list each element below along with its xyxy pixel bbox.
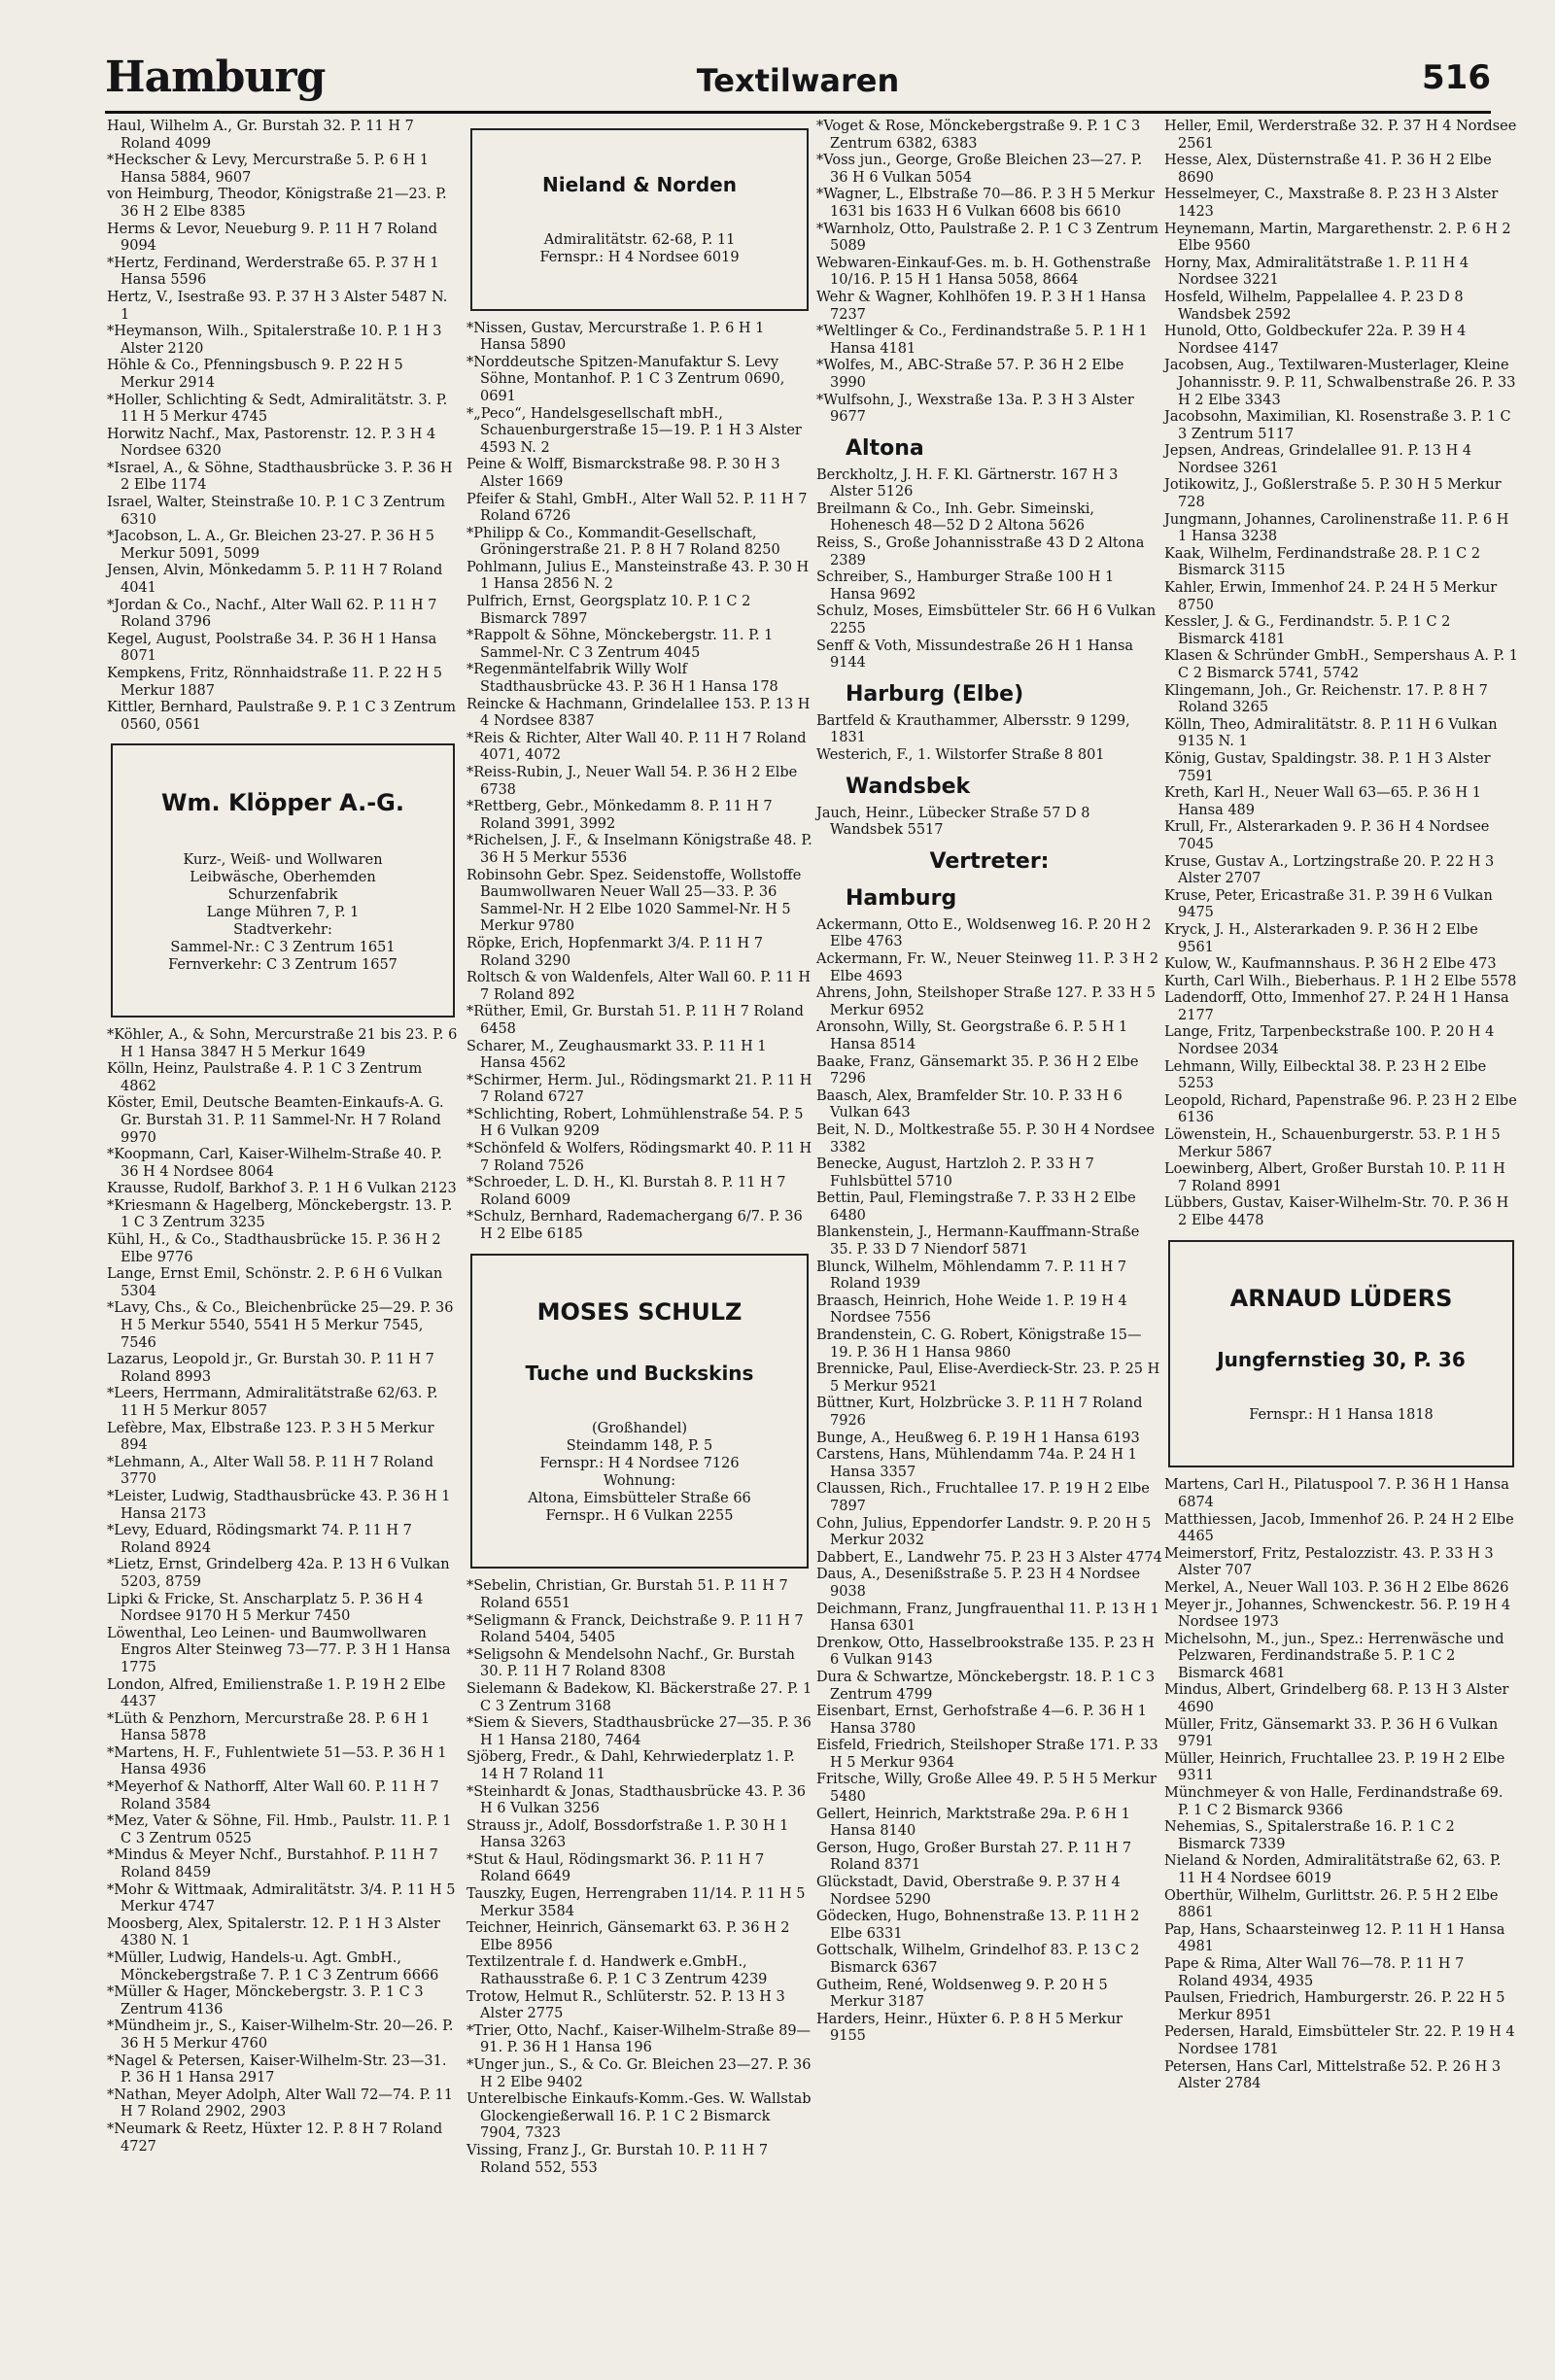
directory-entry: *Kriesmann & Hagelberg, Mönckebergstr. 13. P. 1 C 3 Zentrum 3235	[107, 1197, 457, 1231]
ad-moses-schulz	[470, 1254, 809, 1569]
directory-entry: *Regenmäntelfabrik Willy Wolf Stadthausbrücke 43. P. 36 H 1 Hansa 178	[466, 662, 778, 696]
directory-entry: Merkel, A., Neuer Wall 103. P. 36 H 2 Elbe 8626	[1164, 1579, 1509, 1596]
directory-entry: *Jordan & Co., Nachf., Alter Wall 62. P. 11 H 7 Roland 3796	[107, 597, 442, 631]
directory-entry: Kahler, Erwin, Immenhof 24. P. 24 H 5 Merkur 8750	[1164, 580, 1502, 613]
directory-entry: *Schlichting, Robert, Lohmühlenstraße 54. P. 5 H 6 Vulkan 9209	[466, 1106, 809, 1140]
directory-entry: *Weltlinger & Co., Ferdinandstraße 5. P. 1 H 1 Hansa 4181	[816, 324, 1153, 357]
directory-entry: Kryck, J. H., Alsterarkaden 9. P. 36 H 2 Elbe 9561	[1164, 921, 1483, 955]
directory-entry: Deichmann, Franz, Jungfrauenthal 11. P. 13 H 1 Hansa 6301	[816, 1601, 1164, 1635]
section-harburg: Harburg (Elbe)	[846, 681, 1024, 707]
directory-entry: Kittler, Bernhard, Paulstraße 9. P. 1 C 3 Zentrum 0560, 0561	[107, 700, 461, 733]
directory-entry: Horwitz Nachf., Max, Pastorenstr. 12. P. 3 H 4 Nordsee 6320	[107, 426, 440, 460]
directory-entry: Heynemann, Martin, Margarethenstr. 2. P. 6 H 2 Elbe 9560	[1164, 221, 1516, 255]
directory-entry: *Stut & Haul, Rödingsmarkt 36. P. 11 H 7 Roland 6649	[466, 1851, 769, 1885]
directory-entry: London, Alfred, Emilienstraße 1. P. 19 H 2 Elbe 4437	[107, 1676, 450, 1710]
directory-entry: Matthiessen, Jacob, Immenhof 26. P. 24 H 2 Elbe 4465	[1164, 1511, 1519, 1545]
directory-entry: *Siem & Sievers, Stadthausbrücke 27—35. P. 36 H 1 Hansa 2180, 7464	[466, 1715, 816, 1748]
directory-entry: *Reiss-Rubin, J., Neuer Wall 54. P. 36 H 2 Elbe 6738	[466, 765, 802, 798]
directory-entry: *Wolfes, M., ABC-Straße 57. P. 36 H 2 Elbe 3990	[816, 358, 1128, 391]
directory-entry: Köster, Emil, Deutsche Beamten-Einkaufs-A. G. Gr. Burstah 31. P. 11 Sammel-Nr. H 7 Roland 9970	[107, 1095, 449, 1146]
column-4	[1164, 119, 1523, 2363]
directory-entry: *Mündheim jr., S., Kaiser-Wilhelm-Str. 20—26. P. 36 H 5 Merkur 4760	[107, 2018, 459, 2052]
directory-entry: *Rüther, Emil, Gr. Burstah 51. P. 11 H 7 Roland 6458	[466, 1004, 809, 1037]
directory-entry: Kreth, Karl H., Neuer Wall 63—65. P. 36 H 1 Hansa 489	[1164, 785, 1486, 818]
ad-arnaud-name: ARNAUD LÜDERS	[1229, 1284, 1453, 1312]
directory-entry: Kurth, Carl Wilh., Bieberhaus. P. 1 H 2 Elbe 5578	[1164, 973, 1517, 989]
directory-entry: Dabbert, E., Landwehr 75. P. 23 H 3 Alster 4774	[816, 1549, 1162, 1566]
directory-entry: Müller, Fritz, Gänsemarkt 33. P. 36 H 6 Vulkan 9791	[1164, 1716, 1503, 1750]
ad-kloepper-name: Wm. Klöpper A.-G.	[160, 788, 404, 816]
directory-entry: Lange, Fritz, Tarpenbeckstraße 100. P. 20 H 4 Nordsee 2034	[1164, 1024, 1499, 1058]
directory-entry: *Schroeder, L. D. H., Kl. Burstah 8. P. 11 H 7 Roland 6009	[466, 1175, 791, 1208]
directory-entry: Höhle & Co., Pfenningsbusch 9. P. 22 H 5 Merkur 2914	[107, 358, 408, 391]
directory-entry: Strauss jr., Adolf, Bossdorfstraße 1. P. 30 H 1 Hansa 3263	[466, 1817, 793, 1851]
directory-entry: Loewinberg, Albert, Großer Burstah 10. P. 11 H 7 Roland 8991	[1164, 1161, 1510, 1194]
directory-entry: Nehemias, S., Spitalerstraße 16. P. 1 C 2 Bismarck 7339	[1164, 1819, 1460, 1852]
directory-entry: Brandenstein, C. G. Robert, Königstraße 15—19. P. 36 H 1 Hansa 9860	[816, 1328, 1142, 1361]
directory-entry: Lange, Ernst Emil, Schönstr. 2. P. 6 H 6 Vulkan 5304	[107, 1266, 447, 1299]
directory-entry: Meyer jr., Johannes, Schwenckestr. 56. P. 19 H 4 Nordsee 1973	[1164, 1597, 1515, 1631]
directory-entry: Berckholtz, J. H. F. Kl. Gärtnerstr. 167 H 3 Alster 5126	[816, 466, 1123, 500]
directory-entry: *Lehmann, A., Alter Wall 58. P. 11 H 7 Roland 3770	[107, 1454, 438, 1488]
directory-entry: *Rappolt & Söhne, Mönckebergstr. 11. P. 1 Sammel-Nr. C 3 Zentrum 4045	[466, 628, 778, 661]
directory-entry: Jacobsohn, Maximilian, Kl. Rosenstraße 3. P. 1 C 3 Zentrum 5117	[1164, 409, 1516, 442]
directory-entry: Gottschalk, Wilhelm, Grindelhof 83. P. 13 C 2 Bismarck 6367	[816, 1943, 1144, 1976]
directory-entry: Schulz, Moses, Eimsbütteler Str. 66 H 6 Vulkan 2255	[816, 604, 1160, 638]
directory-entry: Hosfeld, Wilhelm, Pappelallee 4. P. 23 D 8 Wandsbek 2592	[1164, 289, 1469, 323]
directory-entry: Nieland & Norden, Admiralitätstraße 62, 63. P. 11 H 4 Nordsee 6019	[1164, 1853, 1506, 1886]
directory-entry: Webwaren-Einkauf-Ges. m. b. H. Gothenstraße 10/16. P. 15 H 1 Hansa 5058, 8664	[816, 255, 1156, 289]
directory-entry: Oberthür, Wilhelm, Gurlittstr. 26. P. 5 H 2 Elbe 8861	[1164, 1887, 1503, 1921]
directory-entry: Kempkens, Fritz, Rönnhaidstraße 11. P. 22 H 5 Merkur 1887	[107, 666, 447, 699]
ad-nieland	[470, 128, 809, 311]
directory-entry: Vissing, Franz J., Gr. Burstah 10. P. 11 H 7 Roland 552, 553	[466, 2142, 773, 2176]
directory-entry: Pape & Rima, Alter Wall 76—78. P. 11 H 7 Roland 4934, 4935	[1164, 1955, 1469, 1989]
directory-entry: Heller, Emil, Werderstraße 32. P. 37 H 4 Nordsee 2561	[1164, 119, 1521, 152]
directory-entry: Harders, Heinr., Hüxter 6. P. 8 H 5 Merkur 9155	[816, 2011, 1127, 2045]
directory-entry: Münchmeyer & von Halle, Ferdinandstraße 69. P. 1 C 2 Bismarck 9366	[1164, 1785, 1508, 1818]
directory-entry: Kölln, Theo, Admiralitätstr. 8. P. 11 H 6 Vulkan 9135 N. 1	[1164, 716, 1503, 750]
directory-entry: Wehr & Wagner, Kohlhöfen 19. P. 3 H 1 Hansa 7237	[816, 289, 1151, 323]
directory-entry: Aronsohn, Willy, St. Georgstraße 6. P. 5 H 1 Hansa 8514	[816, 1019, 1132, 1052]
directory-entry: Sjöberg, Fredr., & Dahl, Kehrwiederplatz 1. P. 14 H 7 Roland 11	[466, 1749, 800, 1782]
directory-entry: Röpke, Erich, Hopfenmarkt 3/4. P. 11 H 7 Roland 3290	[466, 935, 768, 969]
directory-entry: *Heymanson, Wilh., Spitalerstraße 10. P. 1 H 3 Alster 2120	[107, 324, 447, 357]
directory-entry: Lipki & Fricke, St. Anscharplatz 5. P. 36 H 4 Nordsee 9170 H 5 Merkur 7450	[107, 1591, 428, 1625]
directory-entry: Löwenthal, Leo Leinen- und Baumwollwaren Engros Alter Steinweg 73—77. P. 3 H 1 Hansa 1775	[107, 1625, 456, 1675]
directory-entry: Lefèbre, Max, Elbstraße 123. P. 3 H 5 Merkur 894	[107, 1420, 439, 1454]
directory-entry: Ackermann, Fr. W., Neuer Steinweg 11. P. 3 H 2 Elbe 4693	[816, 950, 1163, 984]
directory-entry: *Norddeutsche Spitzen-Manufaktur S. Levy Söhne, Montanhof. P. 1 C 3 Zentrum 0690, 0691	[466, 354, 789, 404]
directory-entry: *„Peco“, Handelsgesellschaft mbH., Schauenburgerstraße 15—19. P. 1 H 3 Alster 4593 N. 2	[466, 405, 807, 456]
directory-entry: Cohn, Julius, Eppendorfer Landstr. 9. P. 20 H 5 Merkur 2032	[816, 1515, 1156, 1549]
directory-entry: Textilzentrale f. d. Handwerk e.GmbH., Rathausstraße 6. P. 1 C 3 Zentrum 4239	[466, 1954, 768, 1988]
directory-entry: Jauch, Heinr., Lübecker Straße 57 D 8 Wandsbek 5517	[816, 805, 1095, 839]
directory-entry: Claussen, Rich., Fruchtallee 17. P. 19 H 2 Elbe 7897	[816, 1481, 1155, 1514]
directory-entry: Kulow, W., Kaufmannshaus. P. 36 H 2 Elbe 473	[1164, 956, 1497, 973]
directory-entry: Martens, Carl H., Pilatuspool 7. P. 36 H 1 Hansa 6874	[1164, 1477, 1514, 1510]
directory-entry: *Meyerhof & Nathorff, Alter Wall 60. P. 11 H 7 Roland 3584	[107, 1779, 444, 1812]
directory-entry: *Nathan, Meyer Adolph, Alter Wall 72—74. P. 11 H 7 Roland 2902, 2903	[107, 2087, 458, 2121]
directory-entry: Pulfrich, Ernst, Georgsplatz 10. P. 1 C 2 Bismarck 7897	[466, 594, 755, 627]
directory-entry: Eisfeld, Friedrich, Steilshoper Straße 171. P. 33 H 5 Merkur 9364	[816, 1738, 1163, 1771]
directory-entry: Scharer, M., Zeughausmarkt 33. P. 11 H 1 Hansa 4562	[466, 1038, 772, 1072]
directory-entry: Gödecken, Hugo, Bohnenstraße 13. P. 11 H 2 Elbe 6331	[816, 1909, 1144, 1942]
directory-entry: Baake, Franz, Gänsemarkt 35. P. 36 H 2 Elbe 7296	[816, 1053, 1144, 1087]
directory-entry: Trotow, Helmut R., Schlüterstr. 52. P. 13 H 3 Alster 2775	[466, 1988, 790, 2022]
directory-entry: Hertz, V., Isestraße 93. P. 37 H 3 Alster 5487 N. 1	[107, 289, 452, 323]
directory-entry: *Wulfsohn, J., Wexstraße 13a. P. 3 H 3 Alster 9677	[816, 392, 1139, 426]
directory-entry: Jacobsen, Aug., Textilwaren-Musterlager, Kleine Johannisstr. 9. P. 11, Schwalbenstraße 26. P. 33 H 2 Elbe 3343	[1164, 358, 1521, 408]
column-2	[466, 119, 817, 2363]
directory-entry: Kaak, Wilhelm, Ferdinandstraße 28. P. 1 C 2 Bismarck 3115	[1164, 545, 1485, 579]
directory-entry: *Nagel & Petersen, Kaiser-Wilhelm-Str. 23—31. P. 36 H 1 Hansa 2917	[107, 2052, 452, 2087]
directory-entry: Herms & Levor, Neueburg 9. P. 11 H 7 Roland 9094	[107, 221, 442, 255]
directory-entry: *Neumark & Reetz, Hüxter 12. P. 8 H 7 Roland 4727	[107, 2121, 447, 2155]
directory-entry: *Levy, Eduard, Rödingsmarkt 74. P. 11 H 7 Roland 8924	[107, 1523, 417, 1556]
directory-entry: Kruse, Gustav A., Lortzingstraße 20. P. 22 H 3 Alster 2707	[1164, 853, 1499, 887]
directory-entry: Lazarus, Leopold jr., Gr. Burstah 30. P. 11 H 7 Roland 8993	[107, 1352, 439, 1385]
directory-entry: *Richelsen, J. F., & Inselmann Königstraße 48. P. 36 H 5 Merkur 5536	[466, 833, 817, 866]
directory-entry: *Holler, Schlichting & Sedt, Admiralitätstr. 3. P. 11 H 5 Merkur 4745	[107, 392, 452, 426]
page-number: 516	[1422, 58, 1491, 97]
directory-entry: Hesselmeyer, C., Maxstraße 8. P. 23 H 3 Alster 1423	[1164, 187, 1503, 220]
directory-entry: Mindus, Albert, Grindelberg 68. P. 13 H 3 Alster 4690	[1164, 1682, 1514, 1716]
column-1	[107, 119, 462, 2363]
section-vertreter: Vertreter:	[929, 848, 1050, 874]
directory-entry: Krull, Fr., Alsterarkaden 9. P. 36 H 4 Nordsee 7045	[1164, 819, 1495, 852]
directory-entry: *Sebelin, Christian, Gr. Burstah 51. P. 11 H 7 Roland 6551	[466, 1578, 793, 1611]
directory-entry: *Steinhardt & Jonas, Stadthausbrücke 43. P. 36 H 6 Vulkan 3256	[466, 1783, 811, 1817]
directory-entry: Haul, Wilhelm A., Gr. Burstah 32. P. 11 H 7 Roland 4099	[107, 119, 419, 152]
directory-entry: *Heckscher & Levy, Mercurstraße 5. P. 6 H 1 Hansa 5884, 9607	[107, 153, 433, 186]
directory-entry: Lübbers, Gustav, Kaiser-Wilhelm-Str. 70. P. 36 H 2 Elbe 4478	[1164, 1195, 1513, 1228]
directory-entry: Eisenbart, Ernst, Gerhofstraße 4—6. P. 36 H 1 Hansa 3780	[816, 1704, 1152, 1737]
directory-entry: *Schulz, Bernhard, Rademachergang 6/7. P. 36 H 2 Elbe 6185	[466, 1209, 808, 1243]
directory-entry: Drenkow, Otto, Hasselbrookstraße 135. P. 23 H 6 Vulkan 9143	[816, 1635, 1159, 1669]
directory-entry: Pohlmann, Julius E., Mansteinstraße 43. P. 30 H 1 Hansa 2856 N. 2	[466, 559, 813, 593]
ad-nieland-body: Admiralitätstr. 62-68, P. 11 Fernspr.: H 4 Nordsee 6019	[539, 232, 740, 266]
directory-entry: Kruse, Peter, Ericastraße 31. P. 39 H 6 Vulkan 9475	[1164, 887, 1498, 921]
directory-entry: *Voget & Rose, Mönckebergstraße 9. P. 1 C 3 Zentrum 6382, 6383	[816, 119, 1145, 152]
directory-entry: *Martens, H. F., Fuhlentwiete 51—53. P. 36 H 1 Hansa 4936	[107, 1744, 452, 1778]
directory-entry: Reincke & Hachmann, Grindelallee 153. P. 13 H 4 Nordsee 8387	[466, 696, 815, 730]
directory-entry: Michelsohn, M., jun., Spez.: Herrenwäsche und Pelzwaren, Ferdinandstraße 5. P. 1 C 2 Bismarck 4681	[1164, 1631, 1509, 1681]
directory-entry: Pap, Hans, Schaarsteinweg 12. P. 11 H 1 Hansa 4981	[1164, 1921, 1510, 1955]
directory-entry: Sielemann & Badekow, Kl. Bäckerstraße 27. P. 1 C 3 Zentrum 3168	[466, 1680, 816, 1714]
directory-entry: Roltsch & von Waldenfels, Alter Wall 60. P. 11 H 7 Roland 892	[466, 970, 815, 1003]
directory-entry: Blunck, Wilhelm, Möhlendamm 7. P. 11 H 7 Roland 1939	[816, 1259, 1131, 1293]
directory-entry: Pedersen, Harald, Eimsbütteler Str. 22. P. 19 H 4 Nordsee 1781	[1164, 2024, 1520, 2057]
directory-entry: *Warnholz, Otto, Paulstraße 2. P. 1 C 3 Zentrum 5089	[816, 221, 1163, 255]
directory-entry: Reiss, S., Große Johannisstraße 43 D 2 Altona 2389	[816, 535, 1149, 569]
directory-entry: *Hertz, Ferdinand, Werderstraße 65. P. 37 H 1 Hansa 5596	[107, 255, 444, 289]
section-altona: Altona	[846, 435, 924, 461]
directory-entry: Daus, A., Desenißstraße 5. P. 23 H 4 Nordsee 9038	[816, 1567, 1145, 1600]
directory-entry: Büttner, Kurt, Holzbrücke 3. P. 11 H 7 Roland 7926	[816, 1396, 1148, 1429]
directory-entry: Bunge, A., Heußweg 6. P. 19 H 1 Hansa 6193	[816, 1430, 1140, 1446]
directory-entry: Robinsohn Gebr. Spez. Seidenstoffe, Wollstoffe Baumwollwaren Neuer Wall 25—33. P. 36 Sammel-Nr. H 2 Elbe 1020 Sammel-Nr. H 5 Merkur 9780	[466, 867, 806, 935]
directory-entry: *Nissen, Gustav, Mercurstraße 1. P. 6 H 1 Hansa 5890	[466, 320, 769, 354]
directory-entry: Braasch, Heinrich, Hohe Weide 1. P. 19 H 4 Nordsee 7556	[816, 1293, 1132, 1327]
directory-entry: Horny, Max, Admiralitätstraße 1. P. 11 H 4 Nordsee 3221	[1164, 255, 1473, 289]
ad-arnaud-sub: Jungfernstieg 30, P. 36	[1217, 1347, 1466, 1371]
directory-entry: *Rettberg, Gebr., Mönkedamm 8. P. 11 H 7 Roland 3991, 3992	[466, 799, 778, 832]
directory-entry: Gutheim, René, Woldsenweg 9. P. 20 H 5 Merkur 3187	[816, 1977, 1113, 2011]
ad-arnaud-lueders	[1168, 1240, 1514, 1468]
directory-entry: *Reis & Richter, Alter Wall 40. P. 11 H 7 Roland 4071, 4072	[466, 730, 812, 764]
directory-entry: Löwenstein, H., Schauenburgerstr. 53. P. 1 H 5 Merkur 5867	[1164, 1127, 1505, 1160]
header-title: Textilwaren	[696, 62, 900, 99]
directory-entry: Schreiber, S., Hamburger Straße 100 H 1 Hansa 9692	[816, 569, 1119, 603]
directory-entry: Glückstadt, David, Oberstraße 9. P. 37 H 4 Nordsee 5290	[816, 1875, 1125, 1908]
directory-entry: *Philipp & Co., Kommandit-Gesellschaft, Gröningerstraße 21. P. 8 H 7 Roland 8250	[466, 525, 780, 559]
ad-moses-name: MOSES SCHULZ	[536, 1297, 743, 1326]
ad-kloepper	[111, 743, 455, 1018]
directory-entry: Peine & Wolff, Bismarckstraße 98. P. 30 H 3 Alster 1669	[466, 457, 785, 490]
directory-entry: Meimerstorf, Fritz, Pestalozzistr. 43. P. 33 H 3 Alster 707	[1164, 1545, 1499, 1579]
directory-entry: *Schönfeld & Wolfers, Rödingsmarkt 40. P. 11 H 7 Roland 7526	[466, 1141, 816, 1174]
directory-entry: Teichner, Heinrich, Gänsemarkt 63. P. 36 H 2 Elbe 8956	[466, 1920, 795, 1953]
directory-entry: *Lietz, Ernst, Grindelberg 42a. P. 13 H 6 Vulkan 5203, 8759	[107, 1557, 455, 1590]
directory-entry: Tauszky, Eugen, Herrengraben 11/14. P. 11 H 5 Merkur 3584	[466, 1886, 811, 1919]
ad-kloepper-body: Kurz-, Weiß- und Wollwaren Leibwäsche, Oberhemden Schurzenfabrik Lange Mühren 7, P. 1 Stadtverkehr: Sammel-Nr.: C 3 Zentrum 1651 Fernverkehr: C 3 Zentrum 1657	[168, 851, 397, 973]
directory-entry: Kessler, J. & G., Ferdinandstr. 5. P. 1 C 2 Bismarck 4181	[1164, 614, 1455, 647]
directory-entry: *Seligmann & Franck, Deichstraße 9. P. 11 H 7 Roland 5404, 5405	[466, 1612, 809, 1646]
directory-entry: Ladendorff, Otto, Immenhof 27. P. 24 H 1 Hansa 2177	[1164, 990, 1514, 1023]
directory-entry: *Lavy, Chs., & Co., Bleichenbrücke 25—29. P. 36 H 5 Merkur 5540, 5541 H 5 Merkur 7545, 7546	[107, 1300, 459, 1351]
column-3	[816, 119, 1162, 2363]
directory-entry: *Seligsohn & Mendelsohn Nachf., Gr. Burstah 30. P. 11 H 7 Roland 8308	[466, 1646, 800, 1680]
directory-entry: Unterelbische Einkaufs-Komm.-Ges. W. Wallstab Glockengießerwall 16. P. 1 C 2 Bismarck 7904, 7323	[466, 2091, 816, 2142]
directory-entry: Jotikowitz, J., Goßlerstraße 5. P. 30 H 5 Merkur 728	[1164, 477, 1506, 511]
directory-entry: Kegel, August, Poolstraße 34. P. 36 H 1 Hansa 8071	[107, 631, 441, 665]
header-city: Hamburg	[105, 52, 326, 102]
directory-entry: Baasch, Alex, Bramfelder Str. 10. P. 33 H 6 Vulkan 643	[816, 1087, 1127, 1121]
directory-entry: *Mez, Vater & Söhne, Fil. Hmb., Paulstr. 11. P. 1 C 3 Zentrum 0525	[107, 1813, 457, 1846]
directory-entry: *Koopmann, Carl, Kaiser-Wilhelm-Straße 40. P. 36 H 4 Nordsee 8064	[107, 1147, 447, 1180]
directory-entry: Ackermann, Otto E., Woldsenweg 16. P. 20 H 2 Elbe 4763	[816, 916, 1157, 950]
directory-entry: Petersen, Hans Carl, Mittelstraße 52. P. 26 H 3 Alster 2784	[1164, 2058, 1505, 2092]
directory-entry: Krausse, Rudolf, Barkhof 3. P. 1 H 6 Vulkan 2123	[107, 1181, 457, 1197]
directory-entry: *Wagner, L., Elbstraße 70—86. P. 3 H 5 Merkur 1631 bis 1633 H 6 Vulkan 6608 bis 6610	[816, 187, 1159, 220]
section-hamburg: Hamburg	[846, 885, 957, 911]
directory-entry: Senff & Voth, Missundestraße 26 H 1 Hansa 9144	[816, 638, 1138, 672]
directory-entry: Jensen, Alvin, Mönkedamm 5. P. 11 H 7 Roland 4041	[107, 563, 447, 597]
directory-entry: *Jacobson, L. A., Gr. Bleichen 23-27. P. 36 H 5 Merkur 5091, 5099	[107, 529, 439, 562]
directory-entry: *Voss jun., George, Große Bleichen 23—27. P. 36 H 6 Vulkan 5054	[816, 153, 1147, 186]
directory-entry: Klingemann, Joh., Gr. Reichenstr. 17. P. 8 H 7 Roland 3265	[1164, 682, 1493, 716]
directory-entry: *Trier, Otto, Nachf., Kaiser-Wilhelm-Straße 89—91. P. 36 H 1 Hansa 196	[466, 2022, 812, 2056]
directory-entry: Brennicke, Paul, Elise-Averdieck-Str. 23. P. 25 H 5 Merkur 9521	[816, 1362, 1164, 1395]
directory-entry: *Müller & Hager, Mönckebergstr. 3. P. 1 C 3 Zentrum 4136	[107, 1984, 429, 2018]
directory-entry: Hesse, Alex, Düsternstraße 41. P. 36 H 2 Elbe 8690	[1164, 153, 1497, 186]
directory-entry: Bartfeld & Krauthammer, Albersstr. 9 1299, 1831	[816, 712, 1135, 746]
directory-entry: Jungmann, Johannes, Carolinenstraße 11. P. 6 H 1 Hansa 3238	[1164, 511, 1513, 545]
directory-entry: Dura & Schwartze, Mönckebergstr. 18. P. 1 C 3 Zentrum 4799	[816, 1669, 1159, 1703]
ad-moses-sub: Tuche und Buckskins	[525, 1362, 754, 1385]
directory-entry: *Lüth & Penzhorn, Mercurstraße 28. P. 6 H 1 Hansa 5878	[107, 1710, 434, 1744]
directory-entry: *Leister, Ludwig, Stadthausbrücke 43. P. 36 H 1 Hansa 2173	[107, 1488, 456, 1522]
directory-entry: Fritsche, Willy, Große Allee 49. P. 5 H 5 Merkur 5480	[816, 1772, 1161, 1806]
directory-entry: Kühl, H., & Co., Stadthausbrücke 15. P. 36 H 2 Elbe 9776	[107, 1232, 446, 1265]
directory-entry: Paulsen, Friedrich, Hamburgerstr. 26. P. 22 H 5 Merkur 8951	[1164, 1990, 1510, 2023]
directory-entry: *Israel, A., & Söhne, Stadthausbrücke 3. P. 36 H 2 Elbe 1174	[107, 460, 458, 494]
directory-entry: Kölln, Heinz, Paulstraße 4. P. 1 C 3 Zentrum 4862	[107, 1061, 427, 1094]
directory-entry: *Köhler, A., & Sohn, Mercurstraße 21 bis 23. P. 6 H 1 Hansa 3847 H 5 Merkur 1649	[107, 1026, 462, 1060]
directory-entry: *Mindus & Meyer Nchf., Burstahhof. P. 11 H 7 Roland 8459	[107, 1847, 443, 1881]
directory-entry: Gerson, Hugo, Großer Burstah 27. P. 11 H 7 Roland 8371	[816, 1840, 1136, 1874]
directory-entry: Gellert, Heinrich, Marktstraße 29a. P. 6 H 1 Hansa 8140	[816, 1806, 1135, 1840]
directory-entry: Israel, Walter, Steinstraße 10. P. 1 C 3 Zentrum 6310	[107, 495, 450, 528]
directory-entry: Westerich, F., 1. Wilstorfer Straße 8 801	[816, 747, 1105, 763]
directory-entry: Breilmann & Co., Inh. Gebr. Simeinski, Hohenesch 48—52 D 2 Altona 5626	[816, 500, 1099, 535]
directory-entry: Lehmann, Willy, Eilbecktal 38. P. 23 H 2 Elbe 5253	[1164, 1058, 1491, 1092]
directory-entry: *Leers, Herrmann, Admiralitätstraße 62/63. P. 11 H 5 Merkur 8057	[107, 1386, 443, 1419]
directory-entry: Moosberg, Alex, Spitalerstr. 12. P. 1 H 3 Alster 4380 N. 1	[107, 1915, 445, 1949]
directory-entry: von Heimburg, Theodor, Königstraße 21—23. P. 36 H 2 Elbe 8385	[107, 187, 452, 220]
directory-entry: Bettin, Paul, Flemingstraße 7. P. 33 H 2 Elbe 6480	[816, 1190, 1141, 1224]
section-wandsbek: Wandsbek	[846, 774, 971, 799]
directory-entry: Benecke, August, Hartzloh 2. P. 33 H 7 Fuhlsbüttel 5710	[816, 1156, 1099, 1190]
ad-nieland-name: Nieland & Norden	[542, 173, 737, 197]
directory-entry: Müller, Heinrich, Fruchtallee 23. P. 19 H 2 Elbe 9311	[1164, 1750, 1509, 1784]
directory-entry: *Mohr & Wittmaak, Admiralitätstr. 3/4. P. 11 H 5 Merkur 4747	[107, 1881, 461, 1915]
directory-entry: *Unger jun., S., & Co. Gr. Bleichen 23—27. P. 36 H 2 Elbe 9402	[466, 2057, 816, 2090]
directory-entry: *Müller, Ludwig, Handels-u. Agt. GmbH., Mönckebergstraße 7. P. 1 C 3 Zentrum 6666	[107, 1950, 439, 1983]
directory-entry: Pfeifer & Stahl, GmbH., Alter Wall 52. P. 11 H 7 Roland 6726	[466, 491, 812, 525]
directory-entry: Leopold, Richard, Papenstraße 96. P. 23 H 2 Elbe 6136	[1164, 1092, 1522, 1126]
directory-entry: Jepsen, Andreas, Grindelallee 91. P. 13 H 4 Nordsee 3261	[1164, 443, 1476, 476]
directory-entry: *Schirmer, Herm. Jul., Rödingsmarkt 21. P. 11 H 7 Roland 6727	[466, 1072, 817, 1106]
ad-arnaud-body: Fernspr.: H 1 Hansa 1818	[1249, 1407, 1434, 1424]
directory-entry: Hunold, Otto, Goldbeckufer 22a. P. 39 H 4 Nordsee 4147	[1164, 324, 1471, 357]
page-header	[105, 49, 1491, 114]
ad-moses-body: (Großhandel) Steindamm 148, P. 5 Fernspr.: H 4 Nordsee 7126 Wohnung: Altona, Eimsbütteler Straße 66 Fernspr.. H 6 Vulkan 2255	[528, 1421, 751, 1525]
directory-entry: Beit, N. D., Moltkestraße 55. P. 30 H 4 Nordsee 3382	[816, 1121, 1159, 1156]
directory-entry: Carstens, Hans, Mühlendamm 74a. P. 24 H 1 Hansa 3357	[816, 1447, 1142, 1480]
directory-entry: Ahrens, John, Steilshoper Straße 127. P. 33 H 5 Merkur 6952	[816, 985, 1160, 1018]
directory-entry: König, Gustav, Spaldingstr. 38. P. 1 H 3 Alster 7591	[1164, 750, 1496, 784]
directory-entry: Klasen & Schründer GmbH., Sempershaus A. P. 1 C 2 Bismarck 5741, 5742	[1164, 648, 1523, 681]
directory-entry: Blankenstein, J., Hermann-Kauffmann-Straße 35. P. 33 D 7 Niendorf 5871	[816, 1224, 1144, 1259]
